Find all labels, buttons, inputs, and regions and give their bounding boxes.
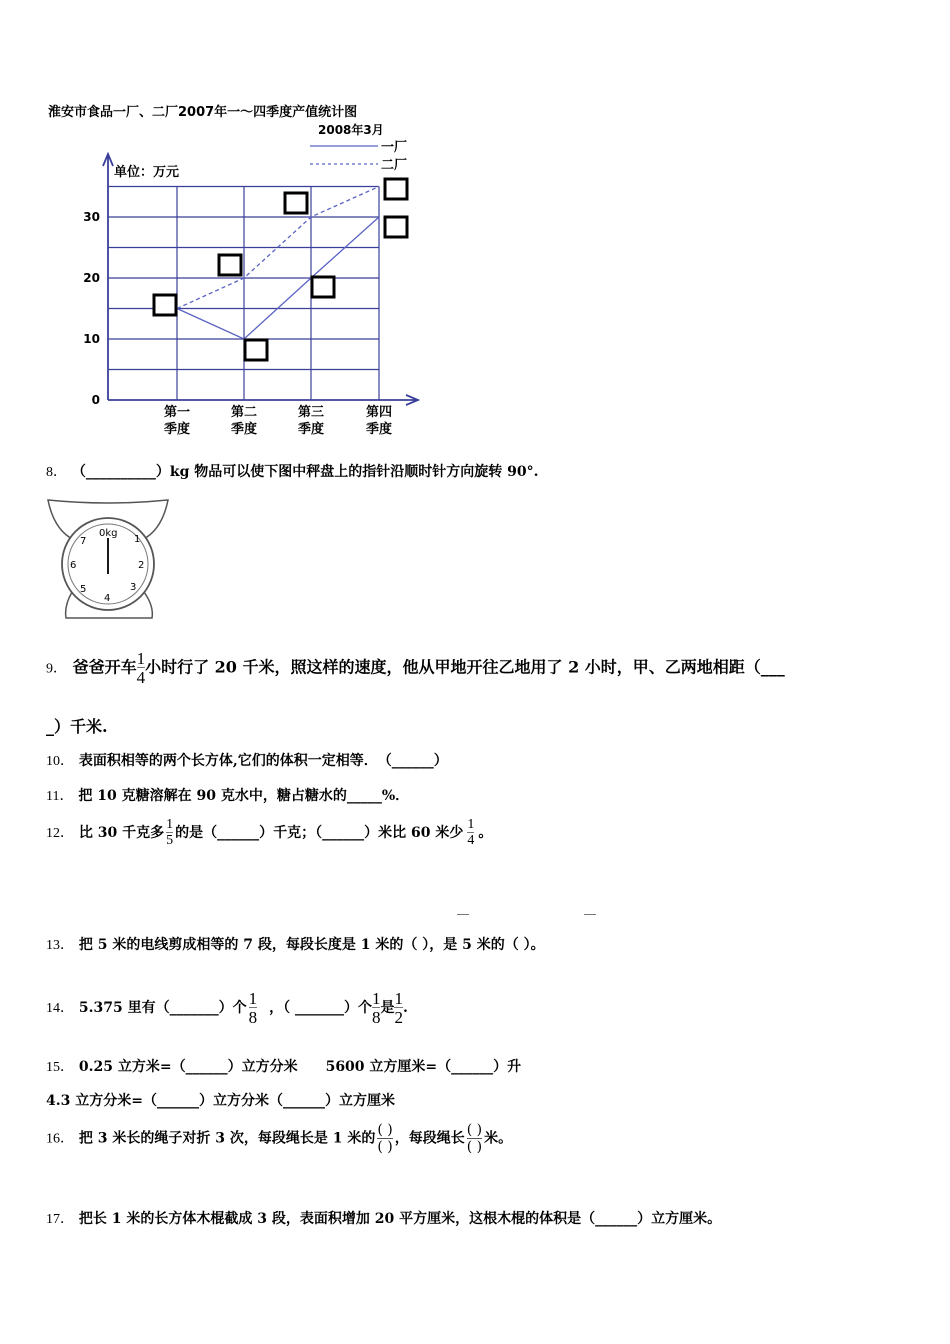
- question-16: [46, 1122, 512, 1155]
- question-10: [46, 750, 448, 770]
- question-text-part: ，每段绳长: [394, 1130, 465, 1147]
- question-text-part: 爸爸开车: [72, 657, 137, 677]
- fraction-denominator: 4: [136, 668, 146, 687]
- chart-ylabel: 单位：万元: [114, 165, 180, 180]
- dial-number: 5: [80, 584, 87, 595]
- fraction-denominator: ( ): [466, 1139, 483, 1155]
- fraction-denominator: 4: [467, 833, 475, 848]
- question-number: 16．: [46, 1131, 74, 1147]
- question-number: 12．: [46, 826, 74, 841]
- chart-legend: [310, 140, 407, 173]
- fraction-denominator: 8: [248, 1008, 258, 1027]
- question-text: 表面积相等的两个长方体,它们的体积一定相等． （______）: [78, 753, 448, 769]
- dial-number: 7: [80, 536, 87, 547]
- question-text: 把长 1 米的长方体木棍截成 3 段，表面积增加 20 平方厘米，这根木棍的体积是（______）立方厘米。: [78, 1211, 722, 1227]
- question-15-line2: 4.3 立方分米=（______）立方分米（______）立方厘米: [46, 1093, 395, 1109]
- dial-number: 4: [104, 593, 111, 604]
- fraction-1-5: [166, 818, 173, 848]
- scale-illustration: [44, 494, 174, 624]
- y-tick-label: 20: [83, 271, 100, 285]
- question-text: 把 10 克糖溶解在 90 克水中，糖占糖水的_____%．: [78, 788, 410, 804]
- dial-number: 2: [138, 560, 145, 571]
- chart-answer-boxes: [154, 179, 407, 360]
- dial-number: 6: [70, 560, 77, 571]
- question-text: 把 5 米的电线剪成相等的 7 段，每段长度是 1 米的（ ），是 5 米的（ ）。: [78, 937, 545, 953]
- legend-label: 二厂: [381, 158, 408, 173]
- answer-box: [385, 217, 407, 237]
- line-chart: [40, 130, 500, 450]
- x-category-label: 第一季度: [163, 405, 191, 437]
- question-text: （__________）kg 物品可以使下图中秤盘上的指针沿顺时针方向旋转 90°.: [71, 464, 539, 480]
- question-number: 17．: [46, 1212, 74, 1227]
- fraction-1-2: [394, 990, 403, 1026]
- question-12: [46, 818, 492, 848]
- question-13: [46, 934, 545, 954]
- question-number: 15．: [46, 1060, 74, 1075]
- legend-label: 一厂: [381, 140, 408, 155]
- answer-box: [154, 295, 176, 315]
- fraction-numerator: 1: [371, 989, 381, 1008]
- fraction-denominator: 8: [371, 1008, 381, 1027]
- question-number: 8．: [46, 465, 67, 480]
- chart-ticks: [83, 210, 100, 407]
- question-text-part: ，（ _______）个: [269, 1000, 372, 1016]
- question-number: 14．: [46, 1001, 74, 1016]
- question-number: 13．: [46, 938, 74, 953]
- question-14: [46, 990, 408, 1026]
- question-text-part: 比 30 千克多: [78, 825, 165, 841]
- chart-title: 淮安市食品一厂、二厂2007年一～四季度产值统计图: [48, 105, 358, 120]
- question-text: 0.25 立方米=（______）立方分米 5600 立方厘米=（______）升: [78, 1059, 522, 1075]
- fraction-1-4: [137, 650, 146, 686]
- question-9: [46, 650, 785, 686]
- fraction-bar-blank: [584, 914, 596, 915]
- question-text-part: 小时行了 20 千米，照这样的速度，他从甲地开往乙地用了 2 小时，甲、乙两地相距（___: [145, 657, 785, 677]
- chart-series: [177, 186, 379, 339]
- question-text-part: 把 3 米长的绳子对折 3 次，每段绳长是 1 米的: [78, 1130, 376, 1147]
- y-tick-label: 0: [91, 393, 100, 407]
- question-number: 11．: [46, 789, 74, 804]
- fraction-numerator: 1: [394, 989, 403, 1008]
- chart-axes: [103, 154, 418, 405]
- fraction-numerator: 1: [248, 989, 258, 1008]
- y-tick-label: 10: [83, 332, 100, 346]
- question-text-part: 。: [478, 825, 493, 841]
- question-text-part: 米。: [484, 1130, 513, 1147]
- chart-date: 2008年3月: [318, 123, 384, 137]
- fraction-numerator: 1: [166, 817, 174, 832]
- fraction-denominator: 5: [166, 833, 174, 848]
- fraction-numerator: ( ): [466, 1122, 483, 1138]
- question-9-line2: _）千米.: [46, 717, 108, 736]
- x-category-label: 第二季度: [230, 405, 258, 437]
- fraction-numerator: 1: [136, 649, 146, 668]
- x-category-label: 第四季度: [365, 405, 393, 437]
- fraction-1-8: [249, 990, 258, 1026]
- chart-grid: [108, 187, 379, 401]
- blank-fraction: [377, 1122, 392, 1155]
- fraction-denominator: ( ): [377, 1139, 393, 1155]
- y-tick-label: 30: [83, 210, 100, 224]
- fraction-numerator: 1: [467, 817, 475, 832]
- question-11: [46, 785, 409, 805]
- scale-zero-label: 0kg: [99, 528, 118, 539]
- fraction-denominator: 2: [394, 1008, 403, 1027]
- question-8: [46, 461, 538, 481]
- question-text-part: 是: [380, 1000, 395, 1016]
- question-text-part: 的是（______）千克；（______）米比 60 米少: [175, 825, 464, 841]
- answer-box: [312, 277, 334, 297]
- x-category-label: 第三季度: [297, 405, 325, 437]
- chart-category-labels: [164, 404, 392, 437]
- question-number: 9．: [46, 661, 67, 677]
- question-text-part: 5.375 里有（_______）个: [78, 1000, 247, 1016]
- dial-number: 3: [130, 582, 137, 593]
- fraction-1-4: [467, 818, 474, 848]
- answer-box: [385, 179, 407, 199]
- blank-fraction: [467, 1122, 482, 1155]
- dial-number: 1: [134, 534, 141, 545]
- answer-box: [245, 340, 267, 360]
- question-number: 10．: [46, 754, 74, 769]
- fraction-numerator: ( ): [377, 1122, 393, 1138]
- answer-box: [285, 193, 307, 213]
- fraction-bar-blank: [457, 914, 469, 915]
- answer-box: [219, 255, 241, 275]
- question-17: [46, 1208, 721, 1228]
- question-15: [46, 1056, 521, 1076]
- question-text-part: .: [402, 1000, 408, 1016]
